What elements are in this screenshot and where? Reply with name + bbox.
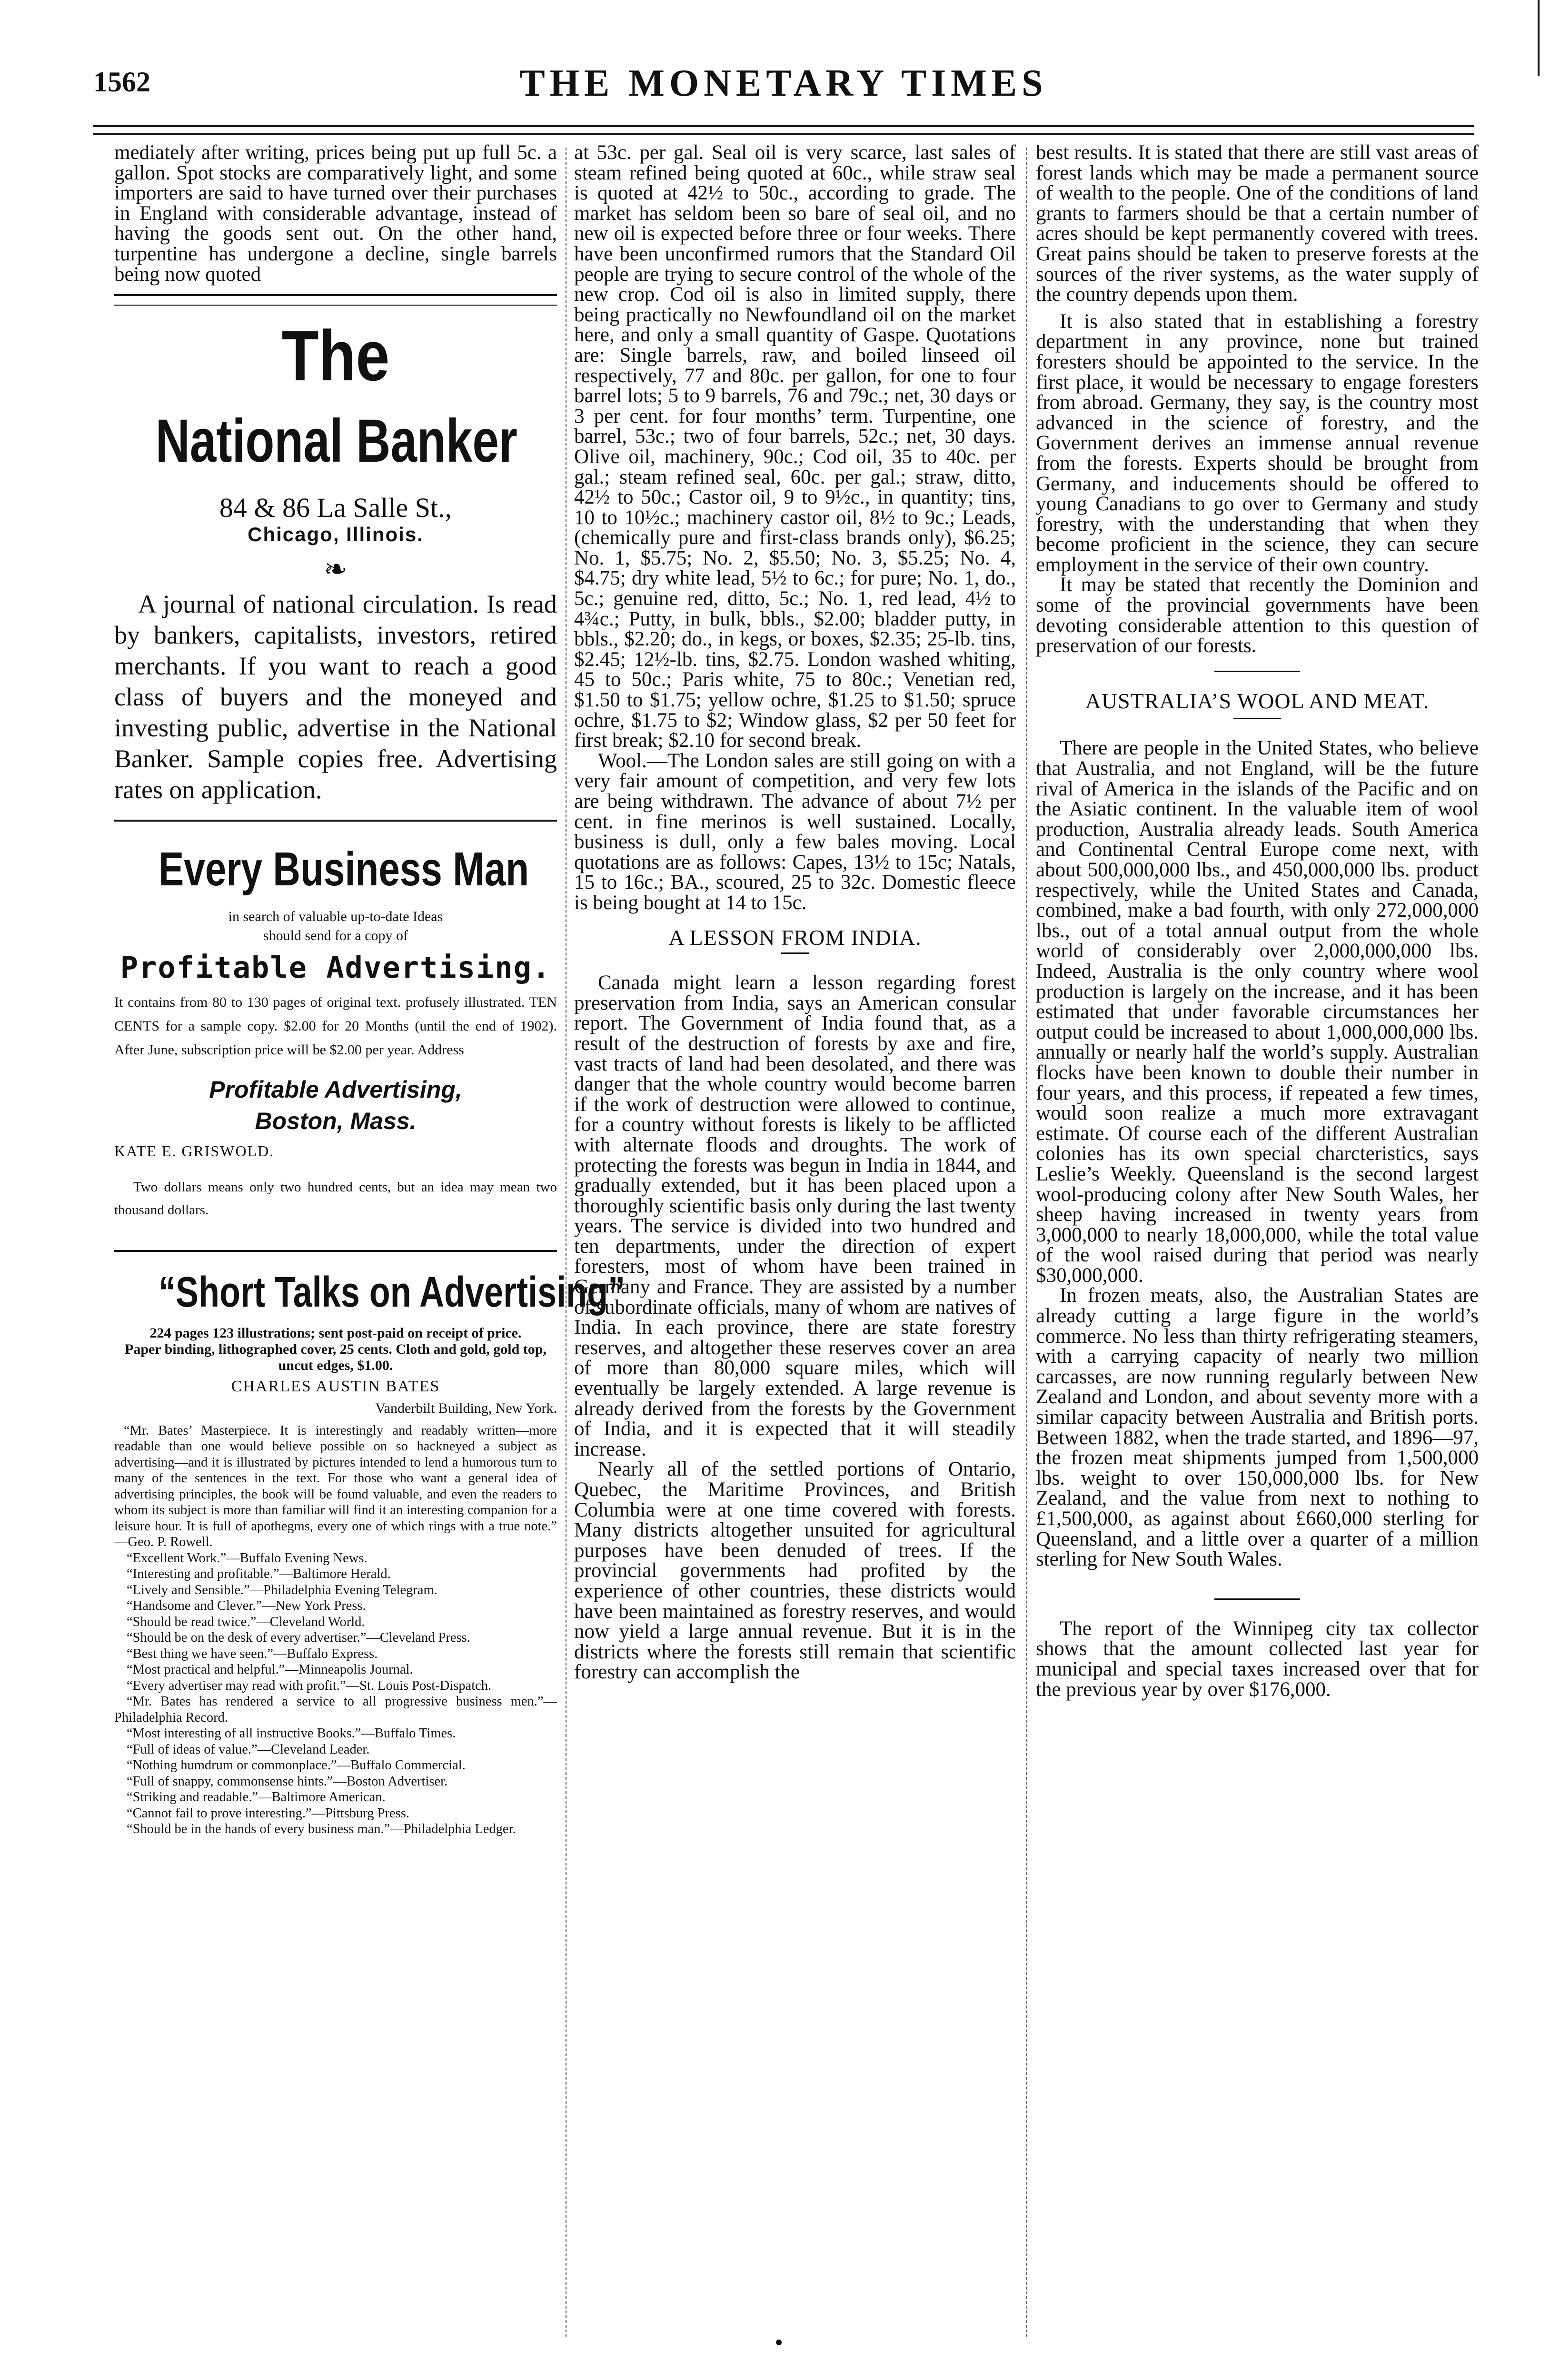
- section-rule: [1214, 1598, 1300, 1600]
- separator-rule: [114, 820, 557, 822]
- ad-title-the: The: [281, 316, 390, 396]
- page-number: 1562: [93, 66, 150, 98]
- review-quote: “Handsome and Clever.”—New York Press.: [127, 1598, 366, 1614]
- ad-short-talks: [114, 1266, 626, 1837]
- headline-rule: [781, 952, 809, 954]
- winnipeg-paragraph: The report of the Winnipeg city tax collector shows that the amount collected last year for municipal and special taxes increased over that for the previous year by over $176,000.: [1036, 1617, 1479, 1701]
- australia-paragraph-2: In frozen meats, also, the Australian States are already cutting a large figure in the world’s commerce. No less than thirty refrigerating steamers, with a carrying capacity of nearly two million carcasses, are now running regularly between New Zealand and London, and about seventy more with a similar capacity between Australia and British ports. Between 1882, when the trade started, and 1896—97, the frozen meat shipments jumped from 1,500,000 lbs. weight to over 150,000,000 lbs. for New Zealand, and the value from next to nothing to £1,500,000, as against about £660,000 sterling for Queensland, and a little over a quarter of a million sterling for New South Wales.: [1036, 1284, 1479, 1571]
- ad-national-banker: [114, 316, 557, 805]
- column-1: [114, 141, 626, 2380]
- india-article-paragraph-2: Nearly all of the settled portions of Ontario, Quebec, the Maritime Provinces, and British Columbia were at one time covered with forests. Many districts altogether unsuited for agricultural purposes have been denuded of trees. If the provincial governments had profited by the experience of other countries, these districts would have been maintained as forestry reserves, and would now yield a large annual revenue. But it is in the districts where the forests still remain that scientific forestry can accomplish the: [574, 1458, 1016, 1684]
- ad-title-every-business-man: Every Business Man: [159, 843, 529, 896]
- ad-subtitle-1: in search of valuable up-to-date Ideas: [228, 909, 443, 925]
- header-rule-top: [93, 125, 1474, 127]
- ad-publisher-location: Boston, Mass.: [255, 1107, 417, 1134]
- review-quote: “Best thing we have seen.”—Buffalo Express.: [127, 1646, 378, 1661]
- review-quote: “Mr. Bates’ Masterpiece. It is interestingly and readably written—more readable than one would believe possible on so hackneyed a subject as advertising—and it is illustrated by pictures intended to lend a humorous turn to many of the sentences in the text. For those who want a general idea of advertising principles, the book will be found valuable, and even the readers to whom its subject is more than familiar will find it an interesting companion for a leisure hour. It is full of apothegms, every one of which rings with a true note.” —Geo. P. Rowell.: [114, 1423, 557, 1550]
- ad-title-national-banker: National Banker: [155, 407, 517, 476]
- ad-subtitle-1: 224 pages 123 illustrations; sent post-paid on receipt of price.: [149, 1325, 522, 1341]
- review-quote: “Full of ideas of value.”—Cleveland Leader.: [127, 1742, 370, 1757]
- india-article-paragraph-1: Canada might learn a lesson regarding forest preservation from India, says an American consular report. The Government of India found that, as a result of the destruction of forests by axe and fire, vast tracts of land had been desolated, and there was danger that the whole country would become barren if the work of destruction were allowed to continue, for a country without forests is likely to be afflicted with alternate floods and droughts. The work of protecting the forests was begun in India in 1844, and gradually extended, but it has been placed upon a thoroughly scientific basis only during the last twenty years. The service is divided into two hundred and ten departments, under the direction of expert foresters, most of whom have been trained in Germany and France. They are assisted by a number of subordinate officials, many of whom are natives of India. In each province, there are state forestry reserves, and altogether these reserves cover an area of more than 80,000 square miles, which will eventually be largely extended. A large revenue is already derived from the forests by the Government of India, and it is expected that it will steadily increase.: [574, 972, 1016, 1460]
- review-quote: “Interesting and profitable.”—Baltimore Herald.: [127, 1567, 391, 1582]
- separator-rule: [114, 294, 557, 296]
- wool-market-paragraph: Wool.—The London sales are still going on with a very fair amount of competition, and very few lots are being withdrawn. The advance of about 7½ per cent. in fine merinos is well sustained. Locally, business is dull, only a few bales moving. Local quotations are as follows: Capes, 13½ to 15c; Natals, 15 to 16c.; BA., scoured, 25 to 32c. Domestic fleece is being bought at 14 to 15c.: [574, 749, 1016, 914]
- article-headline-australia: AUSTRALIA’S WOOL AND MEAT.: [1085, 688, 1430, 713]
- ad-body: A journal of national circulation. Is read by bankers, capitalists, investors, retired merchants. If you want to reach a good class of buyers and the moneyed and investing public, advertise in the National Banker. Sample copies free. Advertising rates on application.: [114, 590, 557, 804]
- review-quote: “Striking and readable.”—Baltimore American.: [127, 1790, 386, 1805]
- ad-profitable-advertising: [114, 841, 557, 1221]
- review-quote: “Full of snappy, commonsense hints.”—Boston Advertiser.: [127, 1774, 448, 1789]
- article-headline-india: A LESSON FROM INDIA.: [668, 925, 922, 950]
- headline-rule: [1233, 718, 1281, 719]
- forestry-paragraph-1: best results. It is stated that there are still vast areas of forest lands which may be made a permanent source of wealth to the people. One of the conditions of land grants to farmers should be that a certain number of acres should be kept permanently covered with trees. Great pains should be taken to preserve forests at the sources of the river systems, as the water supply of the country depends upon them.: [1036, 141, 1479, 306]
- review-quote: “Cannot fail to prove interesting.”—Pittsburg Press.: [127, 1805, 409, 1821]
- column-2: [574, 143, 1016, 2380]
- column-3: [1036, 143, 1479, 2380]
- ad-body: It contains from 80 to 130 pages of original text. profusely illustrated. TEN CENTS for a sample copy. $2.00 for 20 Months (until the end of 1902). After June, subscription price will be $2.00 per year. Address: [114, 994, 557, 1058]
- review-quote: “Excellent Work.”—Buffalo Evening News.: [127, 1550, 368, 1566]
- masthead-title: THE MONETARY TIMES: [519, 62, 1048, 104]
- review-quote: “Mr. Bates has rendered a service to all progressive business men.”—Philadelphia Record.: [114, 1694, 557, 1725]
- separator-rule-thin: [114, 305, 557, 306]
- review-quote: “Every advertiser may read with profit.”—St. Louis Post-Dispatch.: [127, 1678, 492, 1693]
- oil-market-paragraph: at 53c. per gal. Seal oil is very scarce, last sales of steam refined being quoted at 60c., while straw seal is quoted at 42½ to 50c., according to grade. The market has seldom been so bare of seal oil, and no new oil is expected before three or four weeks. There have been unconfirmed rumors that the Standard Oil people are trying to secure control of the whole of the new crop. Cod oil is also in limited supply, there being practically no Newfoundland oil on the market here, and only a small quantity of Gaspe. Quotations are: Single barrels, raw, and boiled linseed oil respectively, 77 and 80c. per gallon, for one to four barrel lots; 5 to 9 barrels, 76 and 79c.; net, 30 days or 3 per cent. for four months’ term. Turpentine, one barrel, 53c.; two of four barrels, 52c.; net, 30 days. Olive oil, machinery, 90c.; Cod oil, 35 to 40c. per gal.; steam refined seal, 60c. per gal.; straw, ditto, 42½ to 50c.; Castor oil, 9 to 9½c., in quantity; tins, 10 to 10½c.; machinery castor oil, 8½ to 9c.; Leads, (chemically pure and first-class brands only), $6.25; No. 1, $5.75; No. 2, $5.50; No. 3, $5.25; No. 4, $4.75; dry white lead, 5½ to 6c.; for pure; No. 1, do., 5c.; genuine red, ditto, 5c.; No. 1, red lead, 4½ to 4¾c.; Putty, in bulk, bbls., $2.00; bladder putty, in bbls., $2.20; do., in kegs, or boxes, $2.35; 25-lb. tins, $2.45; 12½-lb. tins, $2.75. London washed whiting, 45 to 50c.; Paris white, 75 to 80c.; Venetian red, $1.50 to $1.75; yellow ochre, $1.25 to $1.50; spruce ochre, $1.75 to $2; Window glass, $2 per 50 feet for first break; $2.10 for second break.: [574, 141, 1016, 752]
- ad-publisher-name: Profitable Advertising,: [209, 1076, 462, 1103]
- review-quote: “Should be on the desk of every advertiser.”—Cleveland Press.: [127, 1630, 470, 1646]
- ad-city: Chicago, Illinois.: [248, 523, 424, 546]
- ad-address: Vanderbilt Building, New York.: [375, 1400, 557, 1417]
- separator-rule: [114, 1250, 557, 1252]
- ad-subtitle-2: Paper binding, lithographed cover, 25 cents. Cloth and gold, gold top, uncut edges, $1.00.: [125, 1341, 546, 1373]
- section-rule: [1214, 671, 1300, 672]
- review-quote: “Most interesting of all instructive Books.”—Buffalo Times.: [127, 1726, 456, 1741]
- review-quote: “Most practical and helpful.”—Minneapolis Journal.: [127, 1662, 413, 1677]
- ad-author: CHARLES AUSTIN BATES: [231, 1377, 440, 1395]
- review-quote: “Should be read twice.”—Cleveland World.: [127, 1614, 365, 1629]
- ad-contact-name: KATE E. GRISWOLD.: [114, 1142, 275, 1160]
- forestry-paragraph-2: It is also stated that in establishing a forestry department in any province, none but trained foresters should be appointed to the service. In the first place, it would be necessary to engage foresters from abroad. Germany, they say, is the country most advanced in the science of forestry, and the Government derives an immense annual revenue from the forests. Experts should be brought from Germany, and inducements should be offered to young Canadians to go over to Germany and study forestry, with the understanding that when they become proficient in the science, they can secure employment in the service of their own country.: [1036, 310, 1479, 576]
- ad-address: 84 & 86 La Salle St.,: [219, 492, 452, 524]
- edge-mark: [1538, 0, 1540, 76]
- australia-paragraph-1: There are people in the United States, who believe that Australia, and not England, will be the future rival of America in the islands of the Pacific and on the Asiatic continent. In the valuable item of wool production, Australia already leads. South America and Continental Central Europe come next, with about 500,000,000 lbs., and 450,000,000 lbs. product respectively, while the United States and Canada, combined, make a bad fourth, with only 272,000,000 lbs., out of a total annual output from the whole world of considerably over 2,000,000,000 lbs. Indeed, Australia is the only country where wool production is largely on the increase, and it has been estimated that under favorable circumstances her output could be increased to about 1,000,000,000 lbs. annually or nearly half the world’s supply. Australian flocks have been known to double their number in four years, and this process, if repeated a few times, would soon realize a much more extravagant estimate. Of course each of the different Australian colonies has its own special charcteristics, says Leslie’s Weekly. Queensland is the second largest wool-producing colony after New South Wales, her sheep having increased in twenty years from 3,000,000 to nearly 18,000,000, while the total value of the wool raised during that period was nearly $30,000,000.: [1036, 737, 1479, 1287]
- review-quote: “Nothing humdrum or commonplace.”—Buffalo Commercial.: [127, 1758, 466, 1773]
- header-rule-bottom: [93, 133, 1474, 135]
- article-continuation: mediately after writing, prices being put up full 5c. a gallon. Spot stocks are comparatively light, and some importers are said to have turned over their purchases in England with considerable advantage, instead of having the goods sent out. On the other hand, turpentine has undergone a decline, single barrels being now quoted: [114, 141, 557, 286]
- column-divider-2: [1026, 148, 1027, 2337]
- ad-product-name: Profitable Advertising.: [120, 950, 551, 985]
- ornament-icon: ❧: [323, 553, 348, 585]
- ad-subtitle-2: should send for a copy of: [263, 928, 408, 944]
- page-dot: [776, 2340, 782, 2345]
- page-header: [93, 57, 1474, 129]
- ad-title-short-talks: “Short Talks on Advertising”: [159, 1268, 626, 1316]
- review-quote: “Lively and Sensible.”—Philadelphia Evening Telegram.: [127, 1582, 437, 1597]
- ad-footer: Two dollars means only two hundred cents, but an idea may mean two thousand dollars.: [114, 1179, 557, 1218]
- review-quote: “Should be in the hands of every business man.”—Philadelphia Ledger.: [127, 1822, 516, 1837]
- forestry-paragraph-3: It may be stated that recently the Dominion and some of the provincial governments have been devoting considerable attention to this question of preservation of our forests.: [1036, 574, 1479, 657]
